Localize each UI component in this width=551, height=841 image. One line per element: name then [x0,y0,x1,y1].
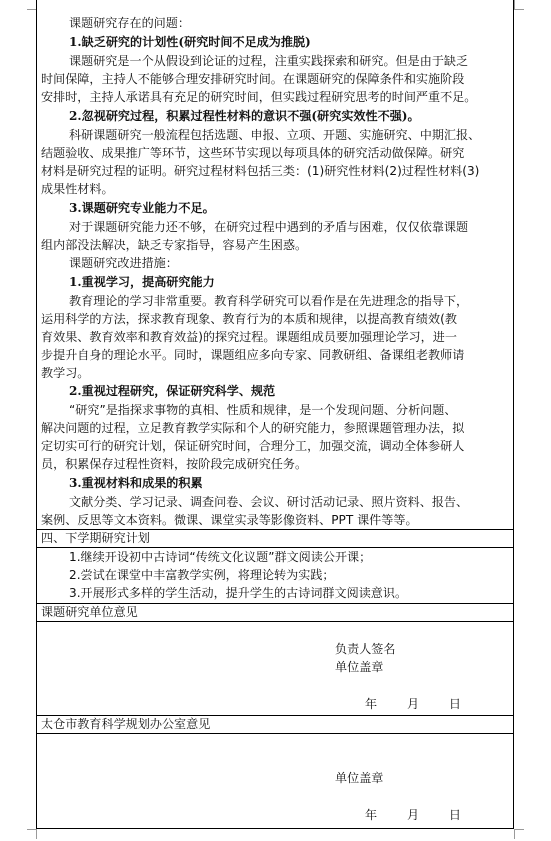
row-divider [36,547,514,548]
problems-title: 课题研究存在的问题： [69,16,190,30]
unit-opinion-title: 课题研究单位意见 [41,605,138,619]
crop-mark-top-right [514,0,524,10]
measure-2-heading: 2.重视过程研究，保证研究科学、规范 [69,384,276,398]
signer-label: 负责人签名 [335,642,396,656]
office-opinion-title: 太仓市教育科学规划办公室意见 [41,717,211,731]
measure-2-line: 解决问题的过程，立足教育教学实际和个人的研究能力，参照课题管理办法，拟 [41,421,465,435]
unit-seal-label: 单位盖章 [335,660,384,674]
office-seal-label: 单位盖章 [335,771,384,785]
crop-mark-bottom-left [27,829,37,839]
problem-1-heading: 1.缺乏研究的计划性(研究时间不足成为推脱) [69,35,311,49]
measure-1-line: 教育理论的学习非常重要。教育科学研究可以看作是在先进理念的指导下， [69,294,469,308]
measure-2-line: 员，积累保存过程性资料，按阶段完成研究任务。 [41,457,308,471]
measure-3-heading: 3.重视材料和成果的积累 [69,476,203,490]
problem-2-heading: 2.忽视研究过程，积累过程性材料的意识不强(研究实效性不强)。 [69,109,420,123]
problem-2-line: 材料是研究过程的证明。研究过程材料包括三类：(1)研究性材料(2)过程性材料(3) [41,164,480,178]
row-divider [36,733,514,734]
plan-item: 1.继续开设初中古诗词“传统文化议题”群文阅读公开课； [69,550,372,564]
measure-1-line: 运用科学的方法，探求教育现象、教育行为的本质和规律，以提高教育绩效(教 [41,312,457,326]
plan-item: 2.尝试在课堂中丰富教学实例，将理论转为实践； [69,568,335,582]
measure-1-line: 教学习。 [41,366,90,380]
unit-date: 年 月 日 [365,697,461,711]
section-4-title: 四、下学期研究计划 [41,531,150,545]
measure-3-line: 案例、反思等文本资料。微课、课堂实录等影像资料、PPT 课件等等。 [41,513,418,527]
measure-3-line: 文献分类、学习记录、调查问卷、会议、研讨活动记录、照片资料、报告、 [69,495,469,509]
plan-item: 3.开展形式多样的学生活动，提升学生的古诗词群文阅读意识。 [69,586,408,600]
problem-3-line: 对于课题研究能力还不够，在研究过程中遇到的矛盾与困难，仅仅依靠课题 [69,220,469,234]
measure-2-line: “研究”是指探求事物的真相、性质和规律，是一个发现问题、分析问题、 [69,403,457,417]
problem-3-line: 组内部没法解决，缺乏专家指导，容易产生困惑。 [41,238,308,252]
problem-1-line: 课题研究是一个从假设到论证的过程，注重实践探索和研究。但是由于缺乏 [69,54,469,68]
problem-1-line: 安排时，主持人承诺具有充足的研究时间，但实践过程研究思考的时间严重不足。 [41,90,477,104]
measure-1-heading: 1.重视学习，提高研究能力 [69,275,215,289]
measure-2-line: 定切实可行的研究计划，保证研究时间，合理分工，加强交流，调动全体参研人 [41,439,465,453]
crop-mark-bottom-right [514,829,524,839]
problem-2-line: 科研课题研究一般流程包括选题、申报、立项、开题、实施研究、中期汇报、 [69,128,481,142]
problem-1-line: 时间保障，主持人不能够合理安排研究时间。在课题研究的保障条件和实施阶段 [41,72,465,86]
office-date: 年 月 日 [365,808,461,822]
problem-2-line: 结题验收、成果推广等环节，这些环节实现以每项具体的研究活动做保障。研究 [41,146,465,160]
problem-2-line: 成果性材料。 [41,182,114,196]
measures-title: 课题研究改进措施： [69,256,178,270]
measure-1-line: 育效果、教育效率和教育效益)的探究过程。课题组成员要加强理论学习，进一 [41,330,457,344]
row-divider [36,621,514,622]
problem-3-heading: 3.课题研究专业能力不足。 [69,201,215,215]
measure-1-line: 步提升自身的理论水平。同时，课题组应多向专家、同教研组、备课组老教师请 [41,348,465,362]
